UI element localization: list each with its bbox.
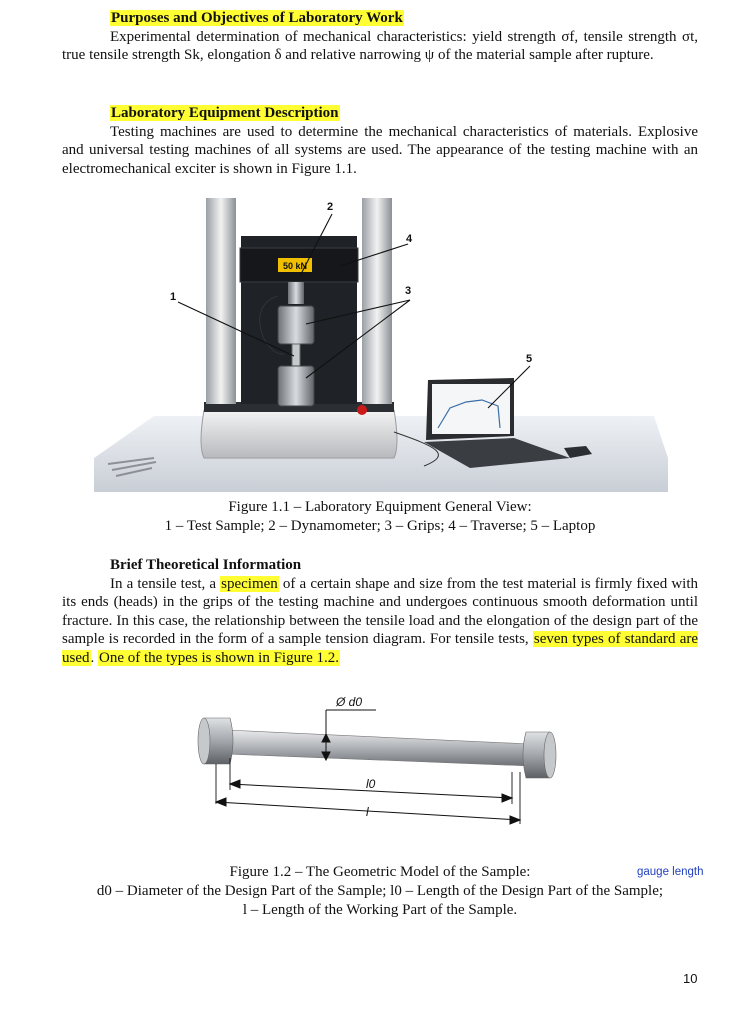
section-purposes <box>62 9 698 65</box>
figure-1-1-caption <box>40 498 720 536</box>
test-sample <box>292 344 300 366</box>
caption-line-2: d0 – Diameter of the Design Part of the Sample; l0 – Length of the Design Part of the Sample; <box>96 883 664 899</box>
emergency-stop <box>357 405 367 415</box>
callout-2: 2 <box>327 201 334 213</box>
section-body: In a tensile test, a specimen of a certain shape and size from the test material is firmly fixed with its ends (heads) in the grips of the testing machine and undergoes continuous smooth deformation until fracture. In this case, the relationship between the tensile load and the elongation of the design part of the sample is recorded in the form of a sample tension diagram. For tensile tests, seven types of standard are used. One of the types is shown in Figure 1.2. <box>62 575 699 666</box>
highlight-figure-ref: One of the types is shown in Figure 1.2. <box>99 649 339 666</box>
caption-title: Figure 1.2 – The Geometric Model of the Sample: <box>229 864 531 880</box>
section-heading <box>62 104 698 123</box>
callout-3: 3 <box>405 285 412 297</box>
section-heading <box>62 9 698 28</box>
load-cell <box>288 282 304 304</box>
upper-grip <box>278 306 314 344</box>
right-column <box>362 198 392 404</box>
section-body: Experimental determination of mechanical characteristics: yield strength σf, tensile strength σt, true tensile strength Sk, elongation δ and relative narrowing ψ of the material sample after rupture. <box>62 28 698 63</box>
dim-l-label: l <box>366 805 369 819</box>
figure-1-2-caption <box>40 863 720 920</box>
caption-title: Figure 1.1 – Laboratory Equipment General View: <box>228 499 532 515</box>
section-equipment <box>62 104 698 178</box>
figure-1-1-testing-machine <box>94 196 668 492</box>
section-heading: Brief Theoretical Information <box>110 557 302 573</box>
machine-base <box>201 410 397 458</box>
dim-l0-label: l0 <box>366 777 376 791</box>
caption-line-3: l – Length of the Working Part of the Sample. <box>242 902 518 918</box>
section-theory <box>62 556 698 667</box>
heading-highlight: Laboratory Equipment Description <box>111 105 339 121</box>
highlight-specimen: specimen <box>221 575 278 592</box>
caption-legend: 1 – Test Sample; 2 – Dynamometer; 3 – Grips; 4 – Traverse; 5 – Laptop <box>164 518 596 534</box>
highlight-standard-types: seven types of standard are used <box>62 631 699 666</box>
figure-1-2-sample-model <box>190 692 560 844</box>
left-column <box>206 198 236 404</box>
page-number: 10 <box>683 971 698 986</box>
annotation-gauge-length: gauge length <box>637 866 704 878</box>
sample-rod <box>226 730 530 766</box>
heading-highlight: Purposes and Objectives of Laboratory Work <box>111 10 403 26</box>
callout-5: 5 <box>526 353 533 365</box>
load-label: 50 kN <box>282 261 308 271</box>
dim-diameter-label: Ø d0 <box>336 695 363 709</box>
section-body: Testing machines are used to determine the mechanical characteristics of materials. Explosive and universal testing machines of all systems are used. The appearance of the testing machine with an electromechanical exciter is shown in Figure 1.1. <box>62 123 698 177</box>
callout-1: 1 <box>170 291 177 303</box>
callout-4: 4 <box>406 233 413 245</box>
lower-grip <box>278 366 314 406</box>
